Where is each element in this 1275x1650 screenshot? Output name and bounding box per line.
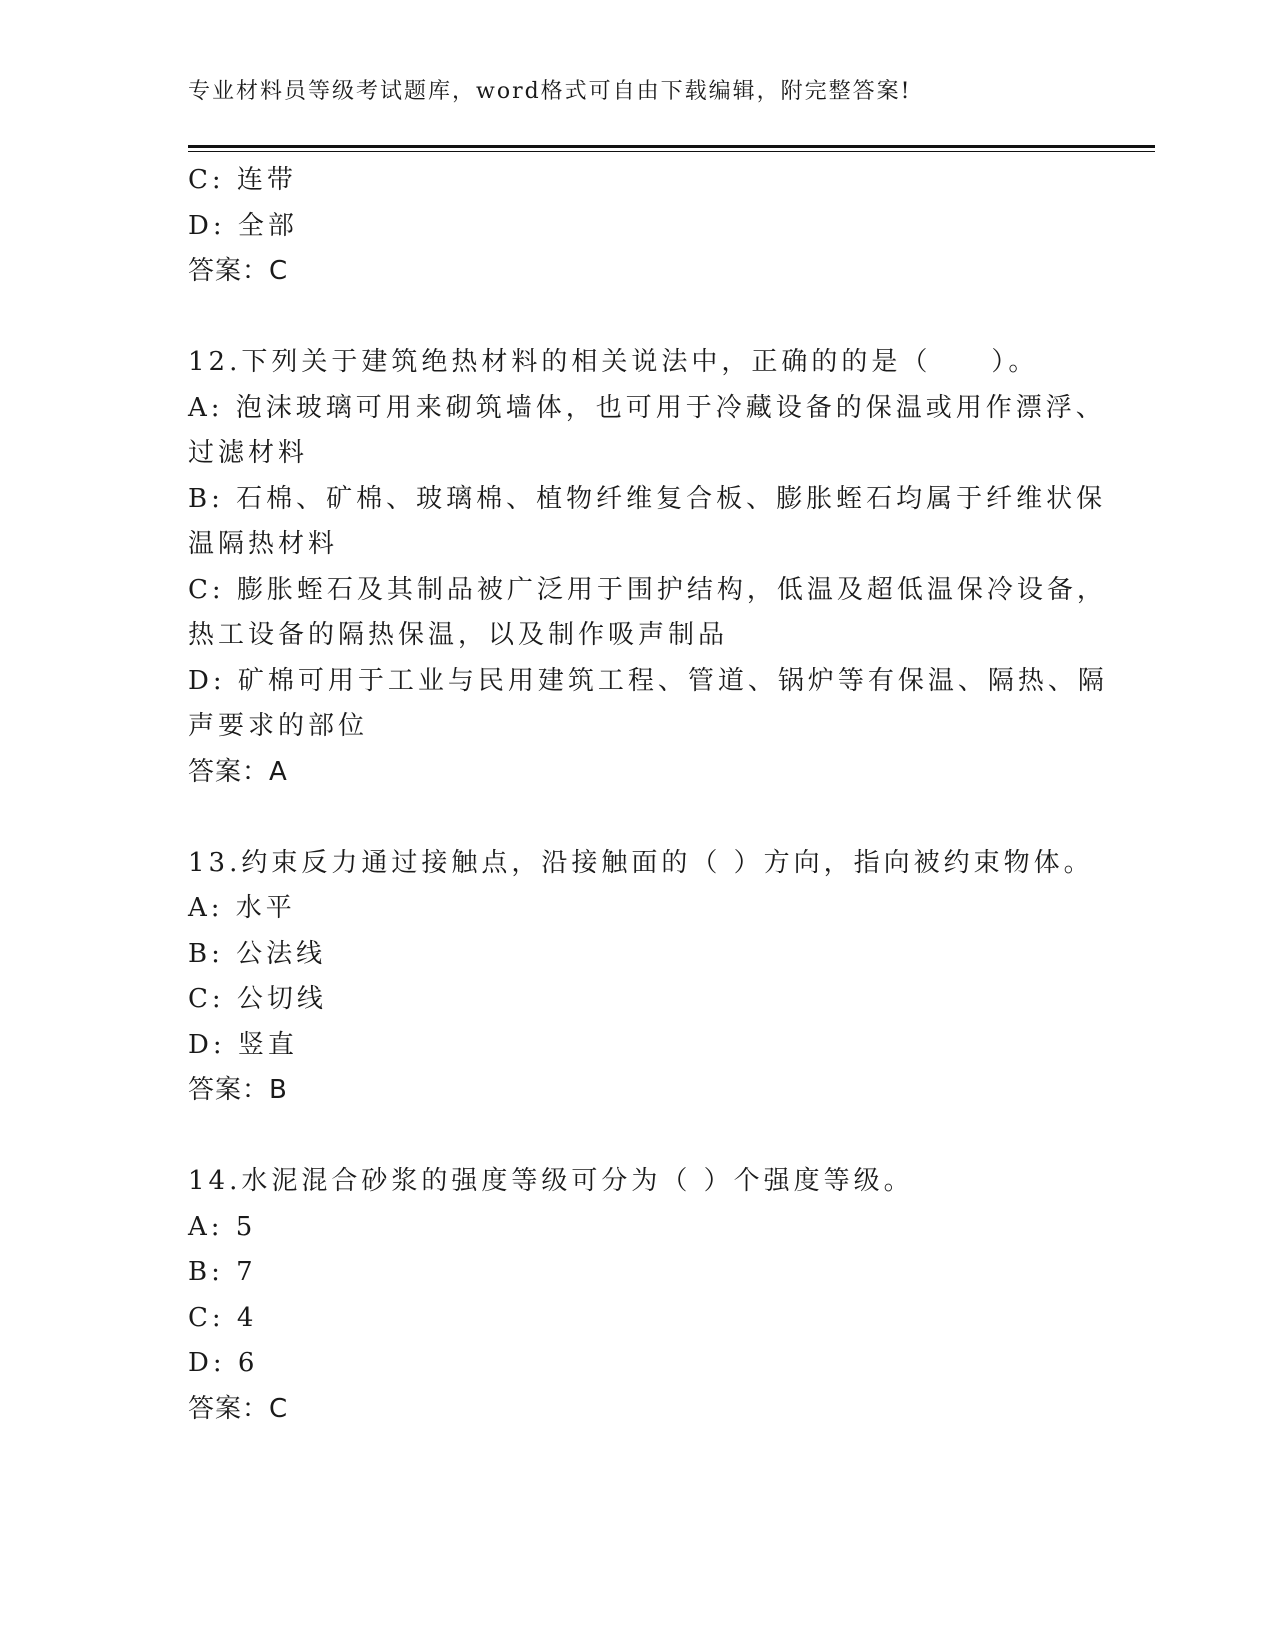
page-header: 专业材料员等级考试题库，word格式可自由下载编辑，附完整答案! [188,79,912,104]
option-line: B: 公法线 [188,938,327,969]
option-line: C: 4 [188,1302,258,1333]
question-stem: 12.下列关于建筑绝热材料的相关说法中，正确的的是（ ）。 [188,347,1039,377]
question-stem: 14.水泥混合砂浆的强度等级可分为（ ）个强度等级。 [188,1166,914,1196]
option-line: B: 石棉、矿棉、玻璃棉、植物纤维复合板、膨胀蛭石均属于纤维状保 [188,483,1107,514]
header-rule-thin [188,151,1155,152]
answer-line: 答案：C [188,256,289,286]
answer-line: 答案：C [188,1393,289,1424]
answer-line: 答案：A [188,756,288,787]
option-line: C: 连带 [188,165,297,195]
question-stem: 13.约束反力通过接触点，沿接触面的（ ）方向，指向被约束物体。 [188,847,1094,878]
question-spacer [188,795,1088,841]
option-line: D: 竖直 [188,1029,298,1060]
question-spacer [188,295,1088,341]
header-rule-thick [188,145,1155,148]
option-line: 过滤材料 [188,438,309,468]
option-line: C: 公切线 [188,984,327,1014]
question-spacer [188,1114,1088,1160]
option-line: A: 泡沫玻璃可用来砌筑墙体，也可用于冷藏设备的保温或用作漂浮、 [188,392,1106,423]
option-line: A: 5 [188,1211,257,1242]
question-block [188,340,1108,795]
option-line: D: 全部 [188,210,298,241]
option-line: 声要求的部位 [188,711,369,741]
option-line: 温隔热材料 [188,529,339,559]
option-line: B: 7 [188,1257,257,1287]
option-line: 热工设备的隔热保温，以及制作吸声制品 [188,620,729,650]
option-line: D: 6 [188,1348,259,1378]
question-block [188,841,1094,1114]
option-line: A: 水平 [188,893,296,923]
option-line: C: 膨胀蛭石及其制品被广泛用于围护结构，低温及超低温保冷设备， [188,574,1107,605]
option-line: D: 矿棉可用于工业与民用建筑工程、管道、锅炉等有保温、隔热、隔 [188,665,1108,696]
question-content [188,158,1108,1432]
answer-line: 答案：B [188,1075,288,1105]
question-block [188,1159,1088,1432]
